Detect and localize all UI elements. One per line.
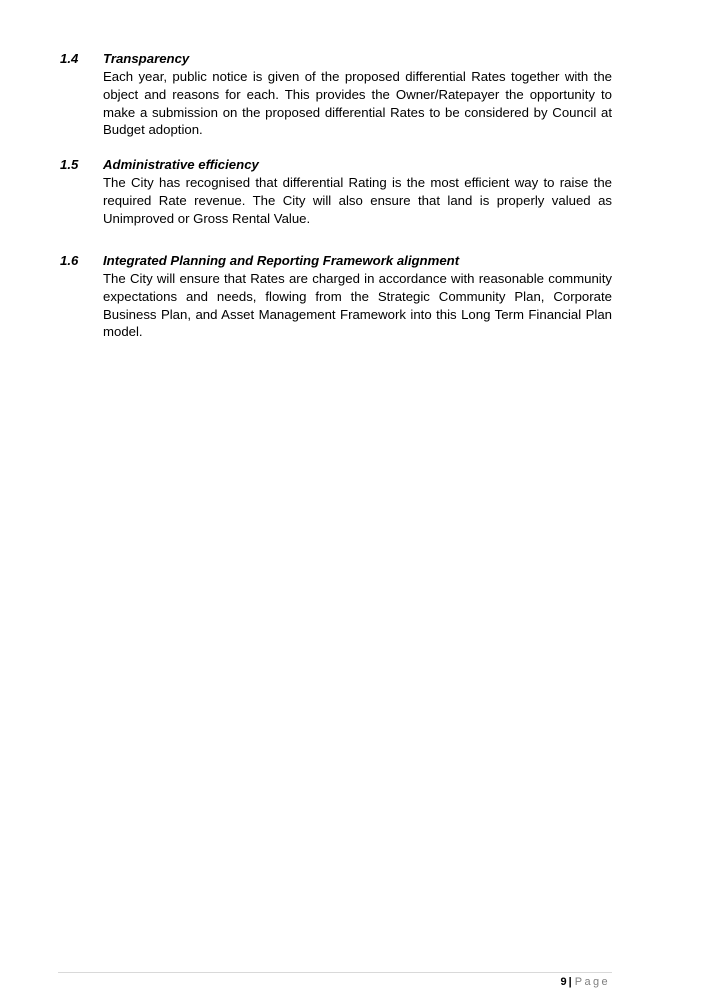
section-administrative-efficiency (60, 156, 612, 227)
footer-divider (58, 972, 612, 973)
footer-separator: | (568, 976, 572, 988)
section-integrated-planning (60, 252, 612, 341)
section-number: 1.5 (60, 157, 79, 172)
section-title: Transparency (103, 51, 190, 66)
section-number: 1.4 (60, 51, 79, 66)
section-body: The City will ensure that Rates are charged in accordance with reasonable community expectations and needs, flowing from the Strategic Community Plan, Corporate Business Plan, and Asset Management Framework into this Long Term Financial Plan model. (103, 271, 612, 340)
section-body: The City has recognised that differential Rating is the most efficient way to raise the required Rate revenue. The City will also ensure that land is properly valued as Unimproved or Gross Rental Value. (103, 175, 612, 226)
section-title: Administrative efficiency (103, 157, 259, 172)
page-label: Page (574, 976, 610, 988)
section-title: Integrated Planning and Reporting Framework alignment (103, 253, 460, 268)
section-number: 1.6 (60, 253, 79, 268)
section-body: Each year, public notice is given of the proposed differential Rates together with the object and reasons for each. This provides the Owner/Ratepayer the opportunity to make a submission on the proposed differential Rates to be considered by Council at Budget adoption. (103, 69, 612, 138)
section-heading (60, 50, 612, 68)
page-footer (561, 975, 611, 989)
page-number: 9 (560, 976, 567, 988)
section-heading (60, 252, 612, 270)
section-heading (60, 156, 612, 174)
section-transparency (60, 50, 612, 139)
